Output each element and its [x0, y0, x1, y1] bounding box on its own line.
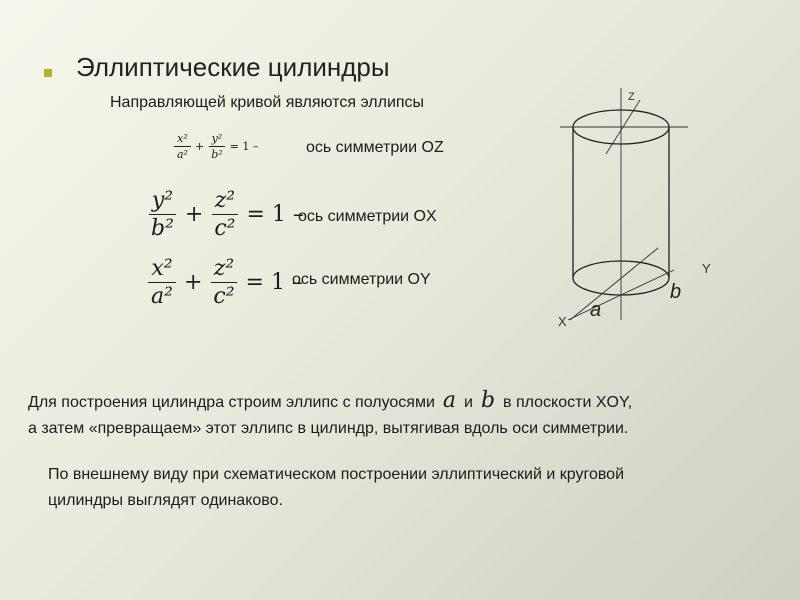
denominator: b²: [151, 216, 174, 241]
plus-sign: +: [183, 270, 203, 295]
plus-sign: +: [184, 202, 204, 227]
var-a: a: [442, 388, 456, 413]
denominator: a²: [151, 284, 173, 309]
fraction-x-a: [174, 132, 191, 161]
label-a: a: [590, 299, 602, 321]
denominator: c²: [213, 284, 235, 309]
title-bullet: [44, 69, 52, 77]
numerator: y²: [149, 188, 176, 215]
label-z: Z: [628, 91, 635, 103]
numerator: y²: [209, 132, 226, 147]
numerator: x²: [174, 132, 191, 147]
slide-title: Эллиптические цилиндры: [76, 52, 390, 82]
text-part-2: в плоскости XOY,: [503, 394, 633, 411]
fraction-z-c: [210, 256, 237, 309]
construction-paragraph: [28, 388, 632, 442]
equation-ox: [146, 188, 310, 241]
denominator: c²: [214, 216, 236, 241]
label-y: Y: [702, 261, 711, 276]
equation-oy: [146, 256, 309, 309]
fraction-x-a: [148, 256, 176, 309]
label-x: X: [558, 314, 567, 329]
equals-one: = 1 –: [229, 140, 259, 153]
slide-subtitle: Направляющей кривой являются эллипсы: [110, 94, 425, 111]
label-b: b: [670, 281, 682, 303]
fraction-y-b: [208, 132, 225, 161]
appearance-paragraph: [48, 462, 624, 514]
equals-one: = 1 –: [245, 270, 303, 295]
var-b: b: [480, 388, 496, 413]
axis-label-oy: ось симметрии OY: [292, 271, 431, 288]
fraction-z-c: [211, 188, 238, 241]
fraction-y-b: [148, 188, 177, 241]
numerator: z²: [212, 188, 238, 215]
text-part-1: Для построения цилиндра строим эллипс с полуосями: [28, 394, 435, 411]
equation-oz: [172, 132, 260, 161]
paragraph-line-2: а затем «превращаем» этот эллипс в цилиндр, вытягивая вдоль оси симметрии.: [28, 420, 629, 437]
denominator: b²: [211, 148, 223, 161]
denominator: a²: [177, 148, 188, 161]
axis-label-ox: ось симметрии OX: [298, 208, 437, 225]
numerator: z²: [211, 256, 237, 283]
numerator: x²: [148, 256, 175, 283]
cylinder-diagram: [540, 80, 780, 340]
plus-sign: +: [194, 140, 205, 153]
paragraph-line-1: По внешнему виду при схематическом построении эллиптический и круговой: [48, 466, 625, 483]
axis-label-oz: ось симметрии OZ: [306, 139, 444, 156]
text-and: и: [464, 394, 473, 411]
paragraph-line-1: [28, 388, 632, 416]
equals-one: = 1 –: [246, 202, 304, 227]
paragraph-line-2: цилиндры выглядят одинаково.: [48, 492, 283, 509]
